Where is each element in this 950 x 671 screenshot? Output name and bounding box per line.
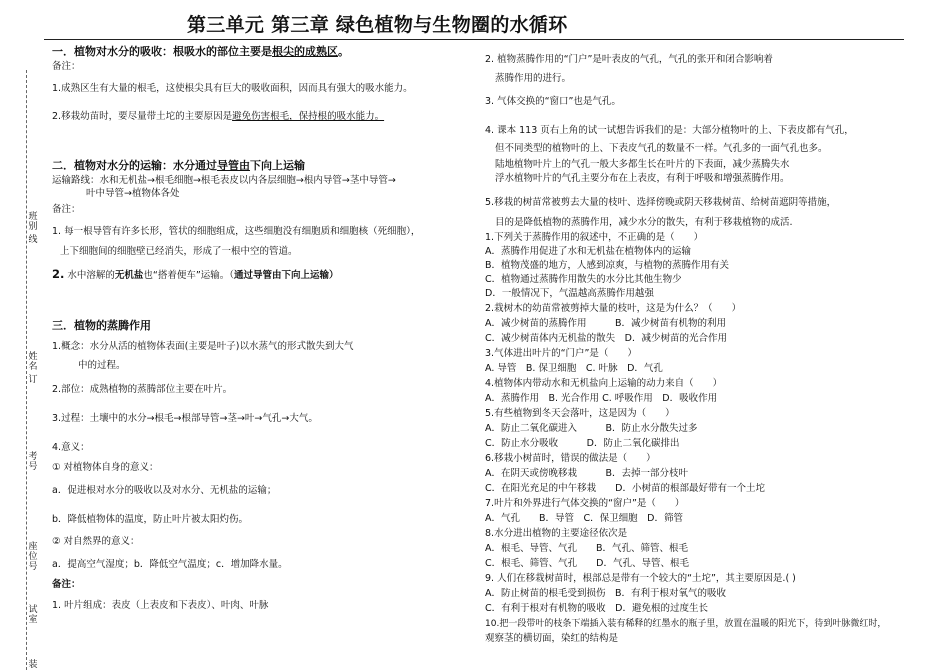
- significance-nature-heading: ② 对自然界的意义：: [52, 536, 140, 547]
- right-line: 2. 植物蒸腾作用的“门户”是叶表皮的气孔，气孔的张开和闭合影响着: [485, 54, 773, 65]
- question-2: 2.栽树木的幼苗常被剪掉大量的枝叶，这是为什么？（ ）: [485, 303, 742, 314]
- right-line: 陆地植物叶片上的气孔一般大多都生长在叶片的下表面，减少蒸腾失水: [495, 159, 790, 170]
- right-line: 5.移栽的树苗常被剪去大量的枝叶、选择傍晚或阴天移栽树苗、给树苗遮阴等措施，: [485, 197, 837, 208]
- question-option: A．气孔 B．导管 C．保卫细胞 D．筛管: [485, 513, 683, 524]
- question-3: 3.气体进出叶片的“门户”是（ ）: [485, 348, 637, 359]
- page-title: 第三单元 第三章 绿色植物与生物圈的水循环: [187, 14, 568, 36]
- question-option: D．一般情况下，气温越高蒸腾作用越强: [485, 288, 654, 299]
- question-option: A．减少树苗的蒸腾作用 B．减少树苗有机物的利用: [485, 318, 727, 329]
- section3-note: 备注：: [52, 579, 81, 590]
- section1-point-1: 1.成熟区生有大量的根毛，这使根尖具有巨大的吸收面积，因而具有强大的吸水能力。: [52, 83, 413, 94]
- right-line: 目的是降低植物的蒸腾作用，减少水分的散失，有利于移栽植物的成活.: [495, 217, 793, 228]
- question-10-cont: 观察茎的横切面，染红的结构是: [485, 633, 619, 644]
- question-1: 1.下列关于蒸腾作用的叙述中，不正确的是（ ）: [485, 232, 704, 243]
- question-option: A．防止树苗的根毛受到损伤 B．有利于根对氧气的吸收: [485, 588, 727, 599]
- significance-plant-b: b．降低植物体的温度，防止叶片被太阳灼伤。: [52, 514, 249, 525]
- section3-heading: 三．植物的蒸腾作用: [52, 319, 151, 332]
- section2-route-line2: 叶中导管→植物体各处: [86, 188, 180, 199]
- right-line: 4. 课本 113 页右上角的试一试想告诉我们的是：大部分植物叶的上、下表皮都有气孔，: [485, 125, 854, 136]
- question-option: C．根毛、筛管、气孔 D．气孔、导管、根毛: [485, 558, 689, 569]
- right-line: 3. 气体交换的“窗口”也是气孔。: [485, 96, 621, 107]
- section3-process: 3.过程：土壤中的水分→根毛→根部导管→茎→叶→气孔→大气。: [52, 413, 318, 424]
- question-10: 10.把一段带叶的枝条下端插入装有稀释的红墨水的瓶子里，放置在温暖的阳光下，待到叶脉微红时，: [485, 619, 887, 629]
- section2-route-line1: 运输路线：水和无机盐→根毛细胞→根毛表皮以内各层细胞→根内导管→茎中导管→: [52, 175, 396, 186]
- question-option: C．防止水分吸收 D．防止二氧化碳排出: [485, 438, 680, 449]
- question-option: C．有利于根对有机物的吸收 D．避免根的过度生长: [485, 603, 708, 614]
- section3-concept: 1.概念：水分从活的植物体表面(主要是叶子)以水蒸气的形式散失到大气: [52, 341, 354, 352]
- question-6: 6.移栽小树苗时，错误的做法是（ ）: [485, 453, 656, 464]
- question-option: A. 导管 B. 保卫细胞 C. 叶脉 D．气孔: [485, 363, 663, 374]
- significance-plant-heading: ① 对植物体自身的意义：: [52, 462, 159, 473]
- question-8: 8.水分进出植物的主要途径依次是: [485, 528, 628, 539]
- binding-margin: [22, 70, 40, 670]
- title-rule: [44, 39, 904, 40]
- question-option: A．根毛、导管、气孔 B．气孔、筛管、根毛: [485, 543, 689, 554]
- significance-plant-a: a．促进根对水分的吸收以及对水分、无机盐的运输；: [52, 485, 277, 496]
- section3-site: 2.部位：成熟植物的蒸腾部位主要在叶片。: [52, 384, 233, 395]
- binding-dotted-line: [26, 70, 27, 670]
- section2-point-2: 2. 水中溶解的无机盐也“搭着便车”运输。（通过导管由下向上运输）: [52, 267, 339, 281]
- question-7: 7.叶片和外界进行气体交换的“窗户”是（ ）: [485, 498, 685, 509]
- question-option: C．减少树苗体内无机盐的散失 D．减少树苗的光合作用: [485, 333, 727, 344]
- question-option: A．在阴天或傍晚移栽 B．去掉一部分枝叶: [485, 468, 689, 479]
- question-4: 4.植物体内带动水和无机盐向上运输的动力来自（ ）: [485, 378, 723, 389]
- margin-label-exam-no: 考号: [28, 452, 38, 472]
- section2-note: 备注：: [52, 204, 81, 215]
- section1-note: 备注：: [52, 61, 81, 72]
- section2-point-1-cont: 上下细胞间的细胞壁已经消失，形成了一根中空的管道。: [60, 246, 298, 257]
- question-option: A．蒸腾作用促进了水和无机盐在植物体内的运输: [485, 246, 691, 257]
- margin-label-class: 班别: [28, 212, 38, 232]
- margin-mark-zhuang: 装: [28, 660, 38, 670]
- right-line: 但不同类型的植物叶的上、下表皮气孔的数量不一样。气孔多的一面气孔也多。: [495, 143, 828, 154]
- section2-point-1: 1. 每一根导管有许多长形，管状的细胞组成，这些细胞没有细胞质和细胞核（死细胞），: [52, 226, 421, 237]
- right-line: 浮水植物叶片的气孔主要分布在上表皮，有利于呼吸和增强蒸腾作用。: [495, 173, 790, 184]
- margin-label-seat: 座位号: [28, 542, 38, 572]
- question-option: C．植物通过蒸腾作用散失的水分比其他生物少: [485, 274, 682, 285]
- section3-note-1: 1. 叶片组成：表皮（上表皮和下表皮）、叶肉、叶脉: [52, 600, 269, 611]
- question-9: 9. 人们在移栽树苗时，根部总是带有一个较大的“土坨”，其主要原因是.( ): [485, 573, 796, 584]
- question-5: 5.有些植物到冬天会落叶，这是因为（ ）: [485, 408, 675, 419]
- question-option: C．在阳光充足的中午移栽 D．小树苗的根部最好带有一个土坨: [485, 483, 765, 494]
- section3-concept-cont: 中的过程。: [78, 360, 126, 371]
- right-line: 蒸腾作用的进行。: [495, 73, 572, 84]
- significance-nature-a: a．提高空气湿度；b．降低空气温度；c．增加降水量。: [52, 559, 288, 570]
- margin-label-room: 试室: [28, 605, 38, 625]
- question-option: A．防止二氧化碳进入 B．防止水分散失过多: [485, 423, 698, 434]
- section1-point-2: 2.移栽幼苗时，要尽量带土坨的主要原因是避免伤害根毛，保持根的吸水能力。: [52, 111, 385, 122]
- margin-label-name: 姓名: [28, 352, 38, 372]
- section2-heading: 二．植物对水分的运输：水分通过导管由下向上运输: [52, 159, 305, 172]
- question-option: A．蒸腾作用 B. 光合作用 C. 呼吸作用 D．吸收作用: [485, 393, 718, 404]
- margin-mark-xian: 线: [28, 235, 38, 245]
- question-option: B．植物茂盛的地方，人感到凉爽，与植物的蒸腾作用有关: [485, 260, 730, 271]
- section3-significance: 4.意义：: [52, 442, 90, 453]
- margin-mark-ding: 订: [28, 375, 38, 385]
- section1-heading: 一．植物对水分的吸收：根吸水的部位主要是根尖的成熟区。: [52, 45, 349, 58]
